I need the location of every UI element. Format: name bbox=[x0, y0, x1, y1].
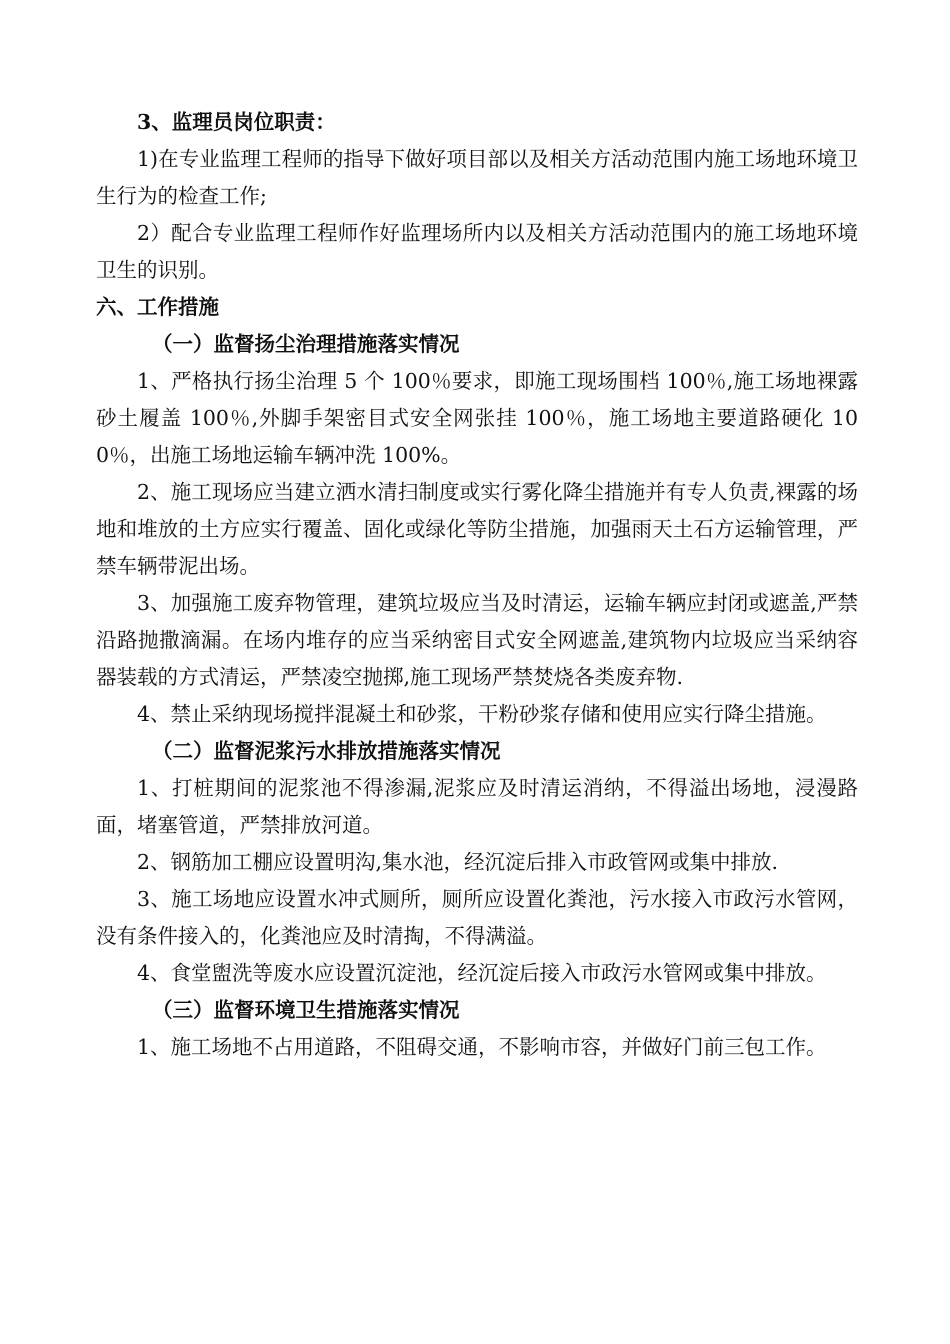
role-duties-heading: 3、监理员岗位职责： bbox=[137, 110, 336, 134]
mud-item-4: 4、食堂盥洗等废水应设置沉淀池，经沉淀后接入市政污水管网或集中排放。 bbox=[137, 961, 827, 985]
role-duty-item-2: 2）配合专业监理工程师作好监理场所内以及相关方活动范围内的施工场地环境卫生的识别。 bbox=[96, 221, 858, 282]
document-body bbox=[96, 104, 858, 1066]
mud-item-1: 1、打桩期间的泥浆池不得渗漏,泥浆应及时清运消纳，不得溢出场地，浸漫路面，堵塞管道，严禁排放河道。 bbox=[96, 776, 858, 837]
mud-item-3: 3、施工场地应设置水冲式厕所，厕所应设置化粪池，污水接入市政污水管网，没有条件接入的，化粪池应及时清掏，不得满溢。 bbox=[96, 887, 858, 948]
subsection-dust-heading: （一）监督扬尘治理措施落实情况 bbox=[152, 332, 460, 356]
dust-item-1: 1、严格执行扬尘治理 5 个 100％要求，即施工现场围档 100％,施工场地裸露砂土履盖 100％,外脚手架密目式安全网张挂 100％，施工场地主要道路硬化 100％，出施工场地运输车辆冲洗 100%。 bbox=[96, 369, 858, 467]
subsection-mud-heading: （二）监督泥浆污水排放措施落实情况 bbox=[152, 739, 501, 763]
hygiene-item-1: 1、施工场地不占用道路，不阻碍交通，不影响市容，并做好门前三包工作。 bbox=[137, 1035, 827, 1059]
dust-item-4: 4、禁止采纳现场搅拌混凝土和砂浆，干粉砂浆存储和使用应实行降尘措施。 bbox=[137, 702, 827, 726]
mud-item-2: 2、钢筋加工棚应设置明沟,集水池，经沉淀后排入市政管网或集中排放. bbox=[137, 850, 779, 874]
role-duty-item-1: 1)在专业监理工程师的指导下做好项目部以及相关方活动范围内施工场地环境卫生行为的检查工作; bbox=[96, 147, 858, 208]
subsection-hygiene-heading: （三）监督环境卫生措施落实情况 bbox=[152, 998, 460, 1022]
section-six-heading: 六、工作措施 bbox=[96, 295, 219, 319]
dust-item-3: 3、加强施工废弃物管理，建筑垃圾应当及时清运，运输车辆应封闭或遮盖,严禁沿路抛撒滴漏。在场内堆存的应当采纳密目式安全网遮盖,建筑物内垃圾应当采纳容器装载的方式清运，严禁凌空抛掷,施工现场严禁焚烧各类废弃物. bbox=[96, 591, 858, 689]
dust-item-2: 2、施工现场应当建立洒水清扫制度或实行雾化降尘措施并有专人负责,裸露的场地和堆放的土方应实行覆盖、固化或绿化等防尘措施，加强雨天土石方运输管理，严禁车辆带泥出场。 bbox=[96, 480, 858, 578]
